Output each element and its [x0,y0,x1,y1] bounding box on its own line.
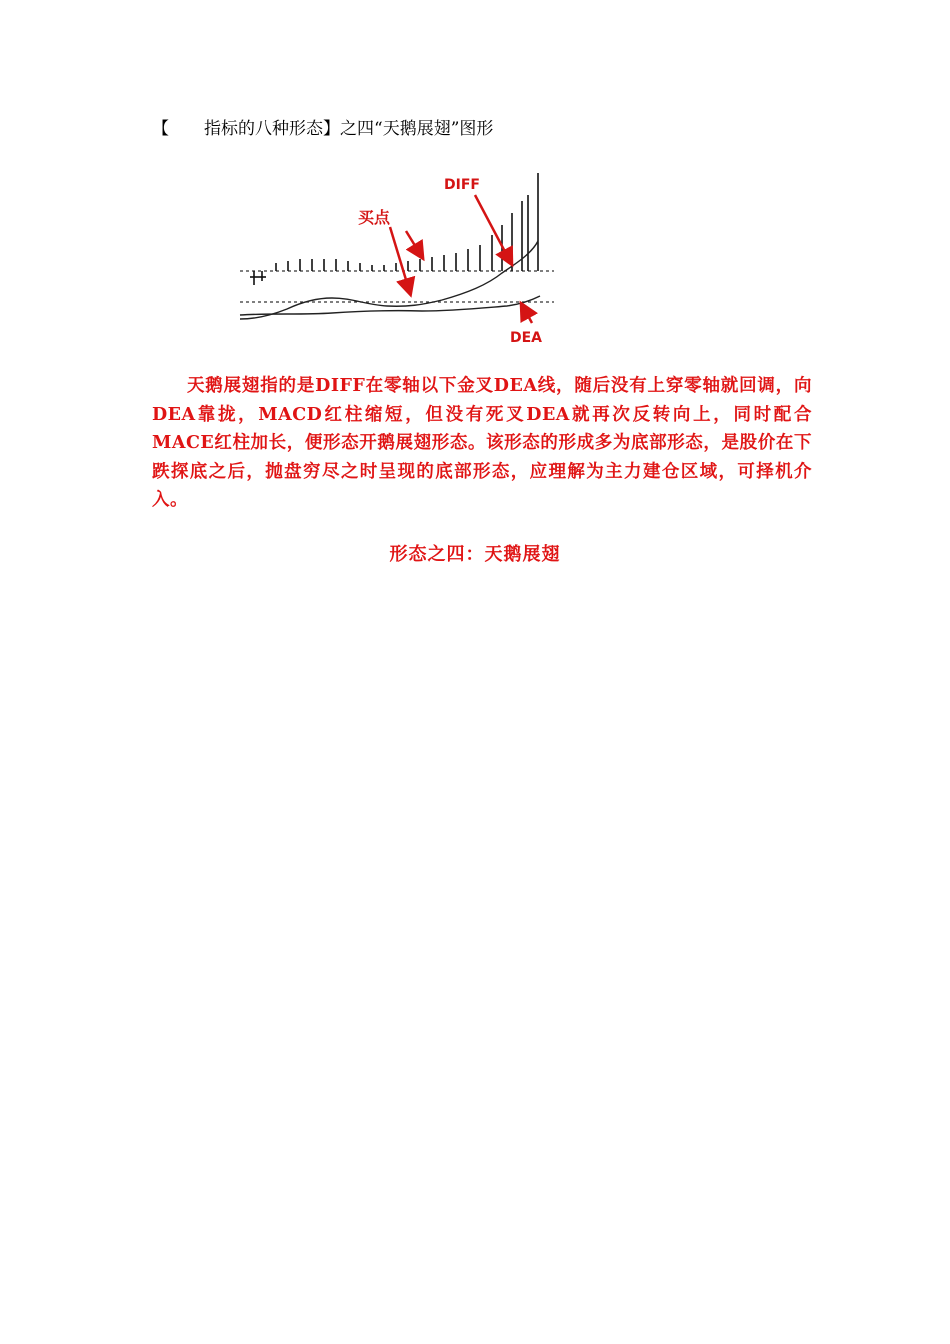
diff-label: DIFF [444,177,480,193]
heading-bracket: 【 [152,119,169,139]
dea-label: DEA [510,330,543,346]
macd-swan-figure [232,165,562,350]
buy-point-label: 买点 [358,208,391,227]
macd-diagram [232,165,562,350]
macd-histogram [250,173,538,285]
figure-caption: 形态之四：天鹅展翅 [389,544,561,565]
body-paragraph: 天鹅展翅指的是DIFF在零轴以下金叉DEA线，随后没有上穿零轴就回调，向DEA靠拢，MACD红柱缩短，但没有死叉DEA就再次反转向上，同时配合MACE红柱加长，便形态开鹅展翅形态。该形态的形成多为底部形态，是股价在下跌探底之后，抛盘穷尽之时呈现的底部形态，应理解为主力建仓区域，可择机介入。 [152,376,812,510]
page-heading [152,114,493,139]
heading-text: 指标的八种形态】之四“天鹅展翅”图形 [204,119,494,139]
buy-point-arrow [390,227,410,293]
buy-point-arrow-2 [406,231,422,257]
dea-arrow [522,305,532,323]
